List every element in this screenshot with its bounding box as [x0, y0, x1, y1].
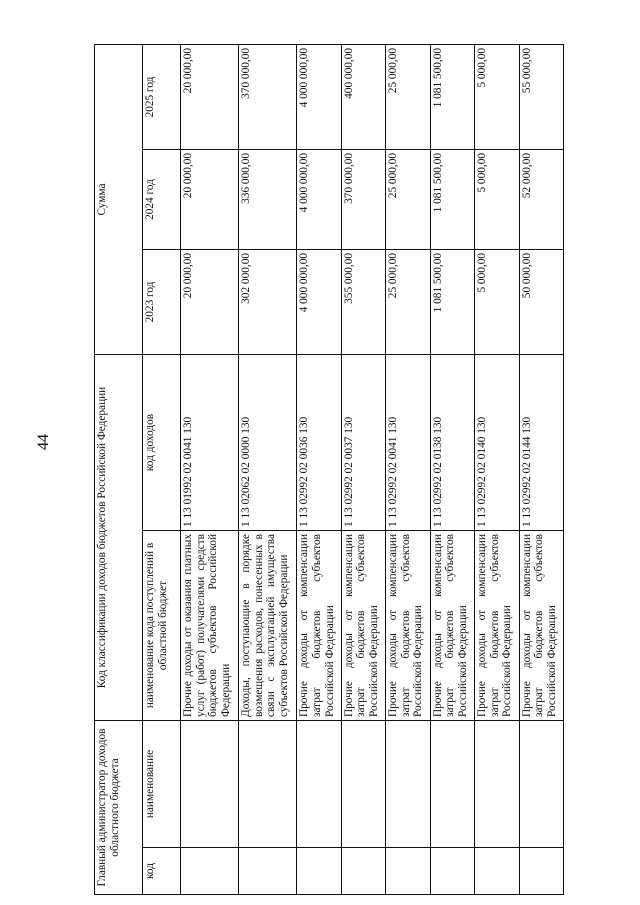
amount-2025-cell: 5 000,00 — [475, 45, 519, 150]
amount-2024-cell: 20 000,00 — [181, 150, 239, 250]
admin-code-cell — [475, 848, 519, 895]
amount-2025-cell: 20 000,00 — [181, 45, 239, 150]
income-name-cell: Доходы, поступающие в порядке возмещения расходов, понесенных в связи с эксплуатацией имущества субъектов Российской Федерации — [239, 531, 297, 721]
header-year-2024: 2024 год — [143, 150, 181, 250]
header-income-code: код доходов — [143, 355, 181, 531]
admin-name-cell — [386, 721, 430, 848]
amount-2023-cell: 4 000 000,00 — [297, 250, 341, 355]
income-code-cell: 1 13 02992 02 0037 130 — [341, 355, 385, 531]
amount-2024-cell: 4 000 000,00 — [297, 150, 341, 250]
admin-code-cell — [341, 848, 385, 895]
income-name-cell: Прочие доходы от компенсации затрат бюджетов субъектов Российской Федерации — [475, 531, 519, 721]
admin-code-cell — [519, 848, 564, 895]
admin-name-cell — [430, 721, 474, 848]
admin-name-cell — [181, 721, 239, 848]
table-row — [430, 45, 474, 895]
header-income-name: наименование кода поступлений в областной бюджет — [143, 531, 181, 721]
amount-2025-cell: 4 000 000,00 — [297, 45, 341, 150]
admin-name-cell — [239, 721, 297, 848]
table-row — [386, 45, 430, 895]
admin-code-cell — [386, 848, 430, 895]
admin-name-cell — [475, 721, 519, 848]
amount-2025-cell: 1 081 500,00 — [430, 45, 474, 150]
amount-2025-cell: 25 000,00 — [386, 45, 430, 150]
income-code-cell: 1 13 01992 02 0041 130 — [181, 355, 239, 531]
header-year-2023: 2023 год — [143, 250, 181, 355]
table-row — [341, 45, 385, 895]
table-row — [297, 45, 341, 895]
income-code-cell: 1 13 02062 02 0000 130 — [239, 355, 297, 531]
header-row-groups — [95, 45, 143, 895]
admin-code-cell — [239, 848, 297, 895]
amount-2025-cell: 55 000,00 — [519, 45, 564, 150]
income-code-cell: 1 13 02992 02 0144 130 — [519, 355, 564, 531]
amount-2024-cell: 25 000,00 — [386, 150, 430, 250]
admin-name-cell — [519, 721, 564, 848]
amount-2023-cell: 355 000,00 — [341, 250, 385, 355]
income-name-cell: Прочие доходы от компенсации затрат бюджетов субъектов Российской Федерации — [297, 531, 341, 721]
admin-code-cell — [297, 848, 341, 895]
amount-2023-cell: 50 000,00 — [519, 250, 564, 355]
income-name-cell: Прочие доходы от компенсации затрат бюджетов субъектов Российской Федерации — [386, 531, 430, 721]
income-code-cell: 1 13 02992 02 0140 130 — [475, 355, 519, 531]
amount-2024-cell: 370 000,00 — [341, 150, 385, 250]
amount-2024-cell: 52 000,00 — [519, 150, 564, 250]
income-code-cell: 1 13 02992 02 0138 130 — [430, 355, 474, 531]
amount-2023-cell: 20 000,00 — [181, 250, 239, 355]
amount-2024-cell: 336 000,00 — [239, 150, 297, 250]
header-admin-group: Главный администратор доходов областного бюджета — [95, 721, 143, 895]
amount-2024-cell: 5 000,00 — [475, 150, 519, 250]
income-name-cell: Прочие доходы от оказания платных услуг (работ) получателями средств бюджетов субъектов Российской Федерации — [181, 531, 239, 721]
budget-table-rotated-container — [94, 45, 564, 895]
page-number: 44 — [35, 434, 52, 450]
amount-2023-cell: 5 000,00 — [475, 250, 519, 355]
admin-code-cell — [181, 848, 239, 895]
admin-name-cell — [341, 721, 385, 848]
table-row — [475, 45, 519, 895]
table-body — [181, 45, 564, 895]
header-year-2025: 2025 год — [143, 45, 181, 150]
income-code-cell: 1 13 02992 02 0041 130 — [386, 355, 430, 531]
amount-2025-cell: 400 000,00 — [341, 45, 385, 150]
income-name-cell: Прочие доходы от компенсации затрат бюджетов субъектов Российской Федерации — [341, 531, 385, 721]
header-sum-group: Сумма — [95, 45, 143, 355]
income-name-cell: Прочие доходы от компенсации затрат бюджетов субъектов Российской Федерации — [519, 531, 564, 721]
admin-code-cell — [430, 848, 474, 895]
income-classification-table — [94, 44, 564, 895]
header-admin-code: код — [143, 848, 181, 895]
admin-name-cell — [297, 721, 341, 848]
table-row — [519, 45, 564, 895]
header-row-columns — [143, 45, 181, 895]
amount-2024-cell: 1 081 500,00 — [430, 150, 474, 250]
amount-2023-cell: 302 000,00 — [239, 250, 297, 355]
table-row — [181, 45, 239, 895]
amount-2023-cell: 25 000,00 — [386, 250, 430, 355]
table-row — [239, 45, 297, 895]
income-name-cell: Прочие доходы от компенсации затрат бюджетов субъектов Российской Федерации — [430, 531, 474, 721]
amount-2025-cell: 370 000,00 — [239, 45, 297, 150]
header-classification-group: Код классификации доходов бюджетов Российской Федерации — [95, 355, 143, 721]
amount-2023-cell: 1 081 500,00 — [430, 250, 474, 355]
income-code-cell: 1 13 02992 02 0036 130 — [297, 355, 341, 531]
header-admin-name: наименование — [143, 721, 181, 848]
